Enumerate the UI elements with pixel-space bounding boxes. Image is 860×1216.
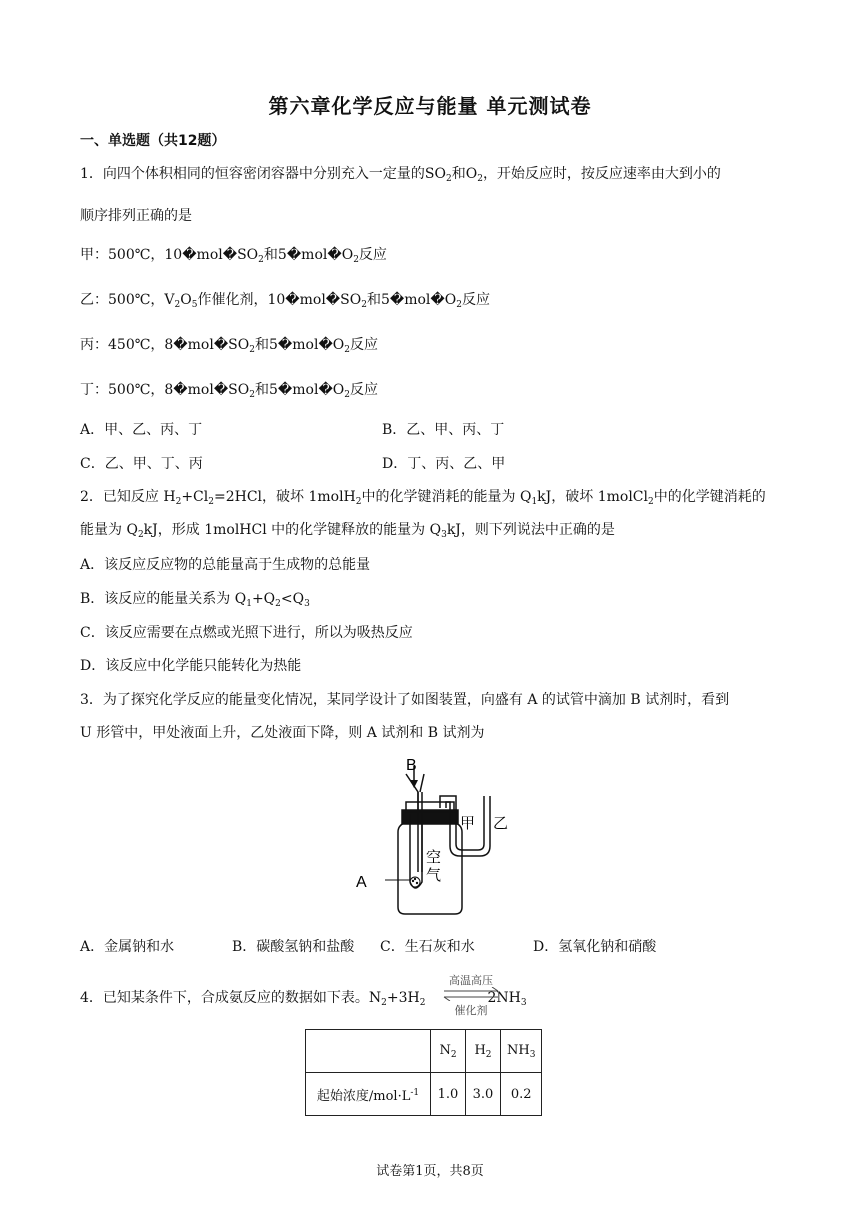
label-qi: 气 bbox=[426, 866, 442, 884]
table-cell: 3.0 bbox=[466, 1073, 501, 1116]
section-heading: 一、单选题（共12题） bbox=[80, 133, 226, 149]
q2-stem-line1: 2．已知反应 $H_2+Cl_2=2HCl$，破坏 1molH$_2$中的化学键消耗的能量为 $Q_1kJ$，破坏 1molCl$_2$中的化学键消耗的 bbox=[80, 489, 766, 507]
q1-option-c: C．乙、甲、丁、丙 bbox=[80, 456, 203, 472]
q2-stem-line2: 能量为 $Q_2kJ$，形成 1molHCl 中的化学键释放的能量为 $Q_3kJ$，则下列说法中正确的是 bbox=[80, 522, 615, 540]
condition-bottom: 催化剂 bbox=[454, 1004, 488, 1017]
q3-option-a: A．金属钠和水 bbox=[80, 939, 175, 955]
q1-option-b: B．乙、甲、丙、丁 bbox=[382, 422, 505, 438]
label-kong: 空 bbox=[426, 848, 442, 866]
page-footer: 试卷第1页，共8页 bbox=[376, 1164, 484, 1179]
q3-option-b: B．碳酸氢钠和盐酸 bbox=[232, 939, 355, 955]
q1-condition-jia: 甲：500℃，$10�mol�SO_2$和$5�mol�O_2$反应 bbox=[80, 247, 387, 265]
q2-option-d: D．该反应中化学能只能转化为热能 bbox=[80, 658, 302, 674]
label-b: B bbox=[406, 757, 417, 774]
reaction-condition bbox=[440, 972, 502, 1018]
q3-option-d: D．氢氧化钠和硝酸 bbox=[533, 939, 657, 955]
table-header-cell: $H_2$ bbox=[466, 1030, 501, 1073]
q1-condition-bing: 丙：450℃，$8�mol�SO_2$和$5�mol�O_2$反应 bbox=[80, 337, 379, 355]
condition-top: 高温高压 bbox=[449, 974, 493, 987]
q1-option-a: A．甲、乙、丙、丁 bbox=[80, 422, 203, 438]
label-jia: 甲 bbox=[460, 814, 476, 832]
q3-stem-line1: 3．为了探究化学反应的能量变化情况，某同学设计了如图装置，向盛有 A 的试管中滴加 B 试剂时，看到 bbox=[80, 692, 730, 708]
q4-stem: 4．已知某条件下，合成氨反应的数据如下表。$N_2+3H_2$ $2NH_3$ bbox=[80, 990, 527, 1008]
apparatus-diagram bbox=[340, 752, 530, 917]
q1-condition-yi: 乙：500℃，$V_2O_5$作催化剂，$10�mol�SO_2$和$5�mol�O_2$反应 bbox=[80, 292, 490, 310]
ammonia-data-table bbox=[305, 1029, 542, 1116]
table-cell: 0.2 bbox=[501, 1073, 542, 1116]
q2-option-c: C．该反应需要在点燃或光照下进行，所以为吸热反应 bbox=[80, 625, 413, 641]
table-header-cell: $N_2$ bbox=[431, 1030, 466, 1073]
q1-condition-ding: 丁：500℃，$8�mol�SO_2$和$5�mol�O_2$反应 bbox=[80, 382, 379, 400]
q2-option-b: B．该反应的能量关系为 $Q_1+Q_2<Q_3$ bbox=[80, 591, 310, 609]
table-cell: 1.0 bbox=[431, 1073, 466, 1116]
table-row-label: 起始浓度$/mol\cdot L^{-1}$ bbox=[306, 1073, 431, 1116]
q1-stem-line1: 1．向四个体积相同的恒容密闭容器中分别充入一定量的$SO_2$和$O_2$，开始反应时，按反应速率由大到小的 bbox=[80, 166, 721, 184]
q1-option-d: D．丁、丙、乙、甲 bbox=[382, 456, 506, 472]
page-title: 第六章化学反应与能量 单元测试卷 bbox=[268, 94, 592, 118]
q3-stem-line2: U 形管中，甲处液面上升，乙处液面下降，则 A 试剂和 B 试剂为 bbox=[80, 725, 485, 741]
q2-option-a: A．该反应反应物的总能量高于生成物的总能量 bbox=[80, 557, 371, 573]
label-yi: 乙 bbox=[493, 814, 509, 832]
label-a: A bbox=[356, 874, 367, 891]
table-header-cell: $NH_3$ bbox=[501, 1030, 542, 1073]
q1-stem-line2: 顺序排列正确的是 bbox=[80, 208, 192, 224]
table-row bbox=[306, 1073, 542, 1116]
table-header-cell bbox=[306, 1030, 431, 1073]
equilibrium-arrow-icon bbox=[442, 987, 500, 1001]
q3-option-c: C．生石灰和水 bbox=[380, 939, 475, 955]
table-header-row bbox=[306, 1030, 542, 1073]
